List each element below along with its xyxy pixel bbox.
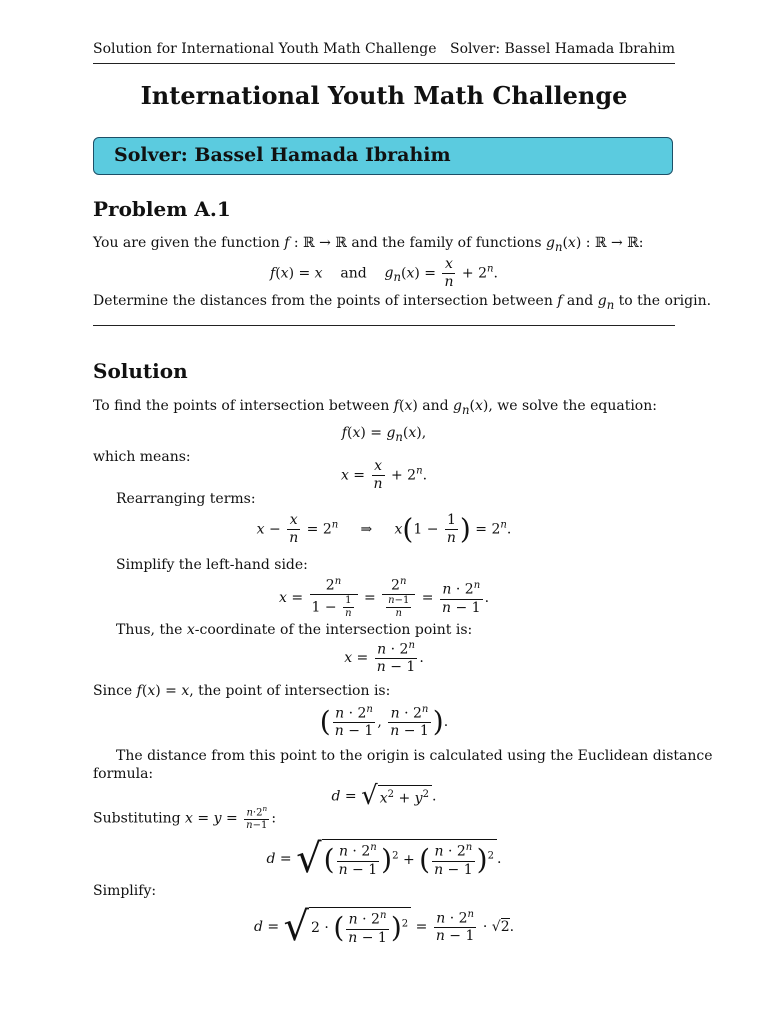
section-divider <box>93 325 675 326</box>
solver-box <box>93 137 673 175</box>
page-title: International Youth Math Challenge <box>140 81 628 110</box>
substituting-label: Substituting x = y = $\frac{n\cdot 2^n}{n-1}$ : <box>93 804 277 832</box>
solution-heading: Solution <box>93 359 188 383</box>
simplify-lhs-label: Simplify the left-hand side: <box>116 557 308 573</box>
equation-1: $f(x) = g_n(x)$, <box>341 425 427 444</box>
header-left: Solution for International Youth Math Challenge <box>93 41 437 57</box>
equation-5: x = $\frac{n \cdot 2^n}{n - 1}$ . <box>344 640 424 676</box>
equation-3: x − $\frac{x}{n}$ = $2^n$ ⇒ x(1 − $\frac{1}{n}$ ) = $2^n$. <box>256 512 512 546</box>
running-header <box>93 40 675 64</box>
equation-6: ( $\frac{n \cdot 2^n}{n - 1}$ , $\frac{n \cdot 2^n}{n - 1}$ ). <box>319 704 449 740</box>
problem-question: Determine the distances from the points of intersection between f and $g_n$ to the origin. <box>93 293 712 312</box>
equation-7: d = √ $x^2 + y^2$ . <box>331 781 437 811</box>
problem-statement: You are given the function f : ℝ → ℝ and the family of functions $g_n(x)$ : ℝ → ℝ: <box>93 235 644 254</box>
solver-label: Solver: Bassel Hamada Ibrahim <box>114 144 451 167</box>
rearranging-label: Rearranging terms: <box>116 491 256 507</box>
simplify-label: Simplify: <box>93 883 157 899</box>
equation-8: d = √( $\frac{n \cdot 2^n}{n - 1}$ )$^2$ + ( $\frac{n \cdot 2^n}{n - 1}$ )$^2$ . <box>266 836 502 882</box>
since-label: Since f(x) = x, the point of intersection is: <box>93 683 391 699</box>
thus-label: Thus, the x-coordinate of the intersection point is: <box>116 622 473 638</box>
distance-line-1: The distance from this point to the origin is calculated using the Euclidean distance <box>116 748 713 764</box>
problem-heading: Problem A.1 <box>93 197 231 221</box>
which-means: which means: <box>93 449 191 465</box>
equation-4: x = 2$^n$ 1 − $\frac{1}{n}$ = $\frac{2^n}{\frac{n-1}{n}}$ = $\frac{n \cdot 2^n}{n - 1}$ . <box>278 576 490 620</box>
header-right: Solver: Bassel Hamada Ibrahim <box>449 41 675 57</box>
equation-9: d = √ 2 · ( $\frac{n \cdot 2^n}{n - 1}$ )$^2$ = $\frac{n \cdot 2^n}{n - 1}$ · √2. <box>253 904 515 950</box>
equation-2: x = $\frac{x}{n}$ + $2^n$. <box>340 458 428 492</box>
distance-line-2: formula: <box>93 766 154 782</box>
solution-intro: To find the points of intersection between f(x) and $g_n(x)$, we solve the equation: <box>93 398 657 417</box>
problem-definition: f(x) = x and $g_n(x)$ = $\frac{x}{n}$ + $2^n$. <box>270 256 498 290</box>
